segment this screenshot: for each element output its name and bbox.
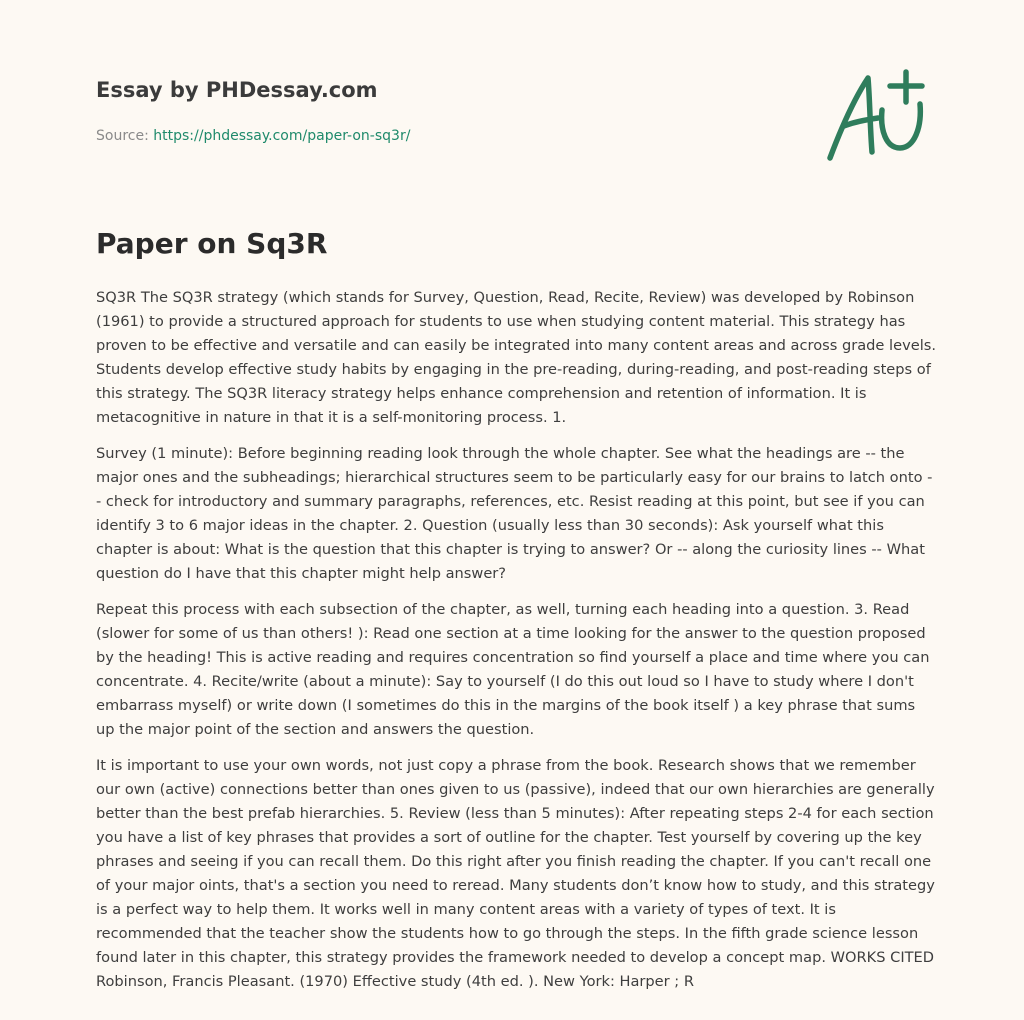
- a-plus-logo-icon: [820, 66, 930, 166]
- header: [96, 76, 796, 146]
- page-title: Paper on Sq3R: [96, 227, 328, 260]
- source-label: Source:: [96, 128, 154, 144]
- paragraph: It is important to use your own words, not just copy a phrase from the book. Research shows that we remember our own (active) connections better than ones given to us (passive), indeed that our own hierarchies are generally better than the best prefab hierarchies. 5. Review (less than 5 minutes): After repeating steps 2-4 for each section you have a list of key phrases that provides a sort of outline for the chapter. Test yourself by covering up the key phrases and seeing if you can recall them. Do this right after you finish reading the chapter. If you can't recall one of your major oints, that's a section you need to reread. Many students don’t know how to study, and this strategy is a perfect way to help them. It works well in many content areas with a variety of types of text. It is recommended that the teacher show the students how to go through the steps. In the fifth grade science lesson found later in this chapter, this strategy provides the framework needed to develop a concept map. WORKS CITED Robinson, Francis Pleasant. (1970) Effective study (4th ed. ). New York: Harper ; R: [96, 757, 935, 990]
- article-body: [96, 286, 936, 1006]
- paragraph: Repeat this process with each subsection of the chapter, as well, turning each heading into a question. 3. Read (slower for some of us than others! ): Read one section at a time looking for the answer to the question proposed by the heading! This is active reading and requires concentration so find yourself a place and time where you can concentrate. 4. Recite/write (about a minute): Say to yourself (I do this out loud so I have to study where I don't embarrass myself) or write down (I sometimes do this in the margins of the book itself ) a key phrase that sums up the major point of the section and answers the question.: [96, 601, 930, 738]
- source-link[interactable]: https://phdessay.com/paper-on-sq3r/: [153, 128, 411, 144]
- source-line: [96, 126, 796, 146]
- paragraph: SQ3R The SQ3R strategy (which stands for Survey, Question, Read, Recite, Review) was developed by Robinson (1961) to provide a structured approach for students to use when studying content material. This strategy has proven to be effective and versatile and can easily be integrated into many content areas and across grade levels. Students develop effective study habits by engaging in the pre-reading, during-reading, and post-reading steps of this strategy. The SQ3R literacy strategy helps enhance comprehension and retention of information. It is metacognitive in nature in that it is a self-monitoring process. 1.: [96, 289, 936, 426]
- paragraph: Survey (1 minute): Before beginning reading look through the whole chapter. See what the headings are -- the major ones and the subheadings; hierarchical structures seem to be particularly easy for our brains to latch onto -- check for introductory and summary paragraphs, references, etc. Resist reading at this point, but see if you can identify 3 to 6 major ideas in the chapter. 2. Question (usually less than 30 seconds): Ask yourself what this chapter is about: What is the question that this chapter is trying to answer? Or -- along the curiosity lines -- What question do I have that this chapter might help answer?: [96, 445, 933, 582]
- brand-title: Essay by PHDessay.com: [96, 78, 378, 102]
